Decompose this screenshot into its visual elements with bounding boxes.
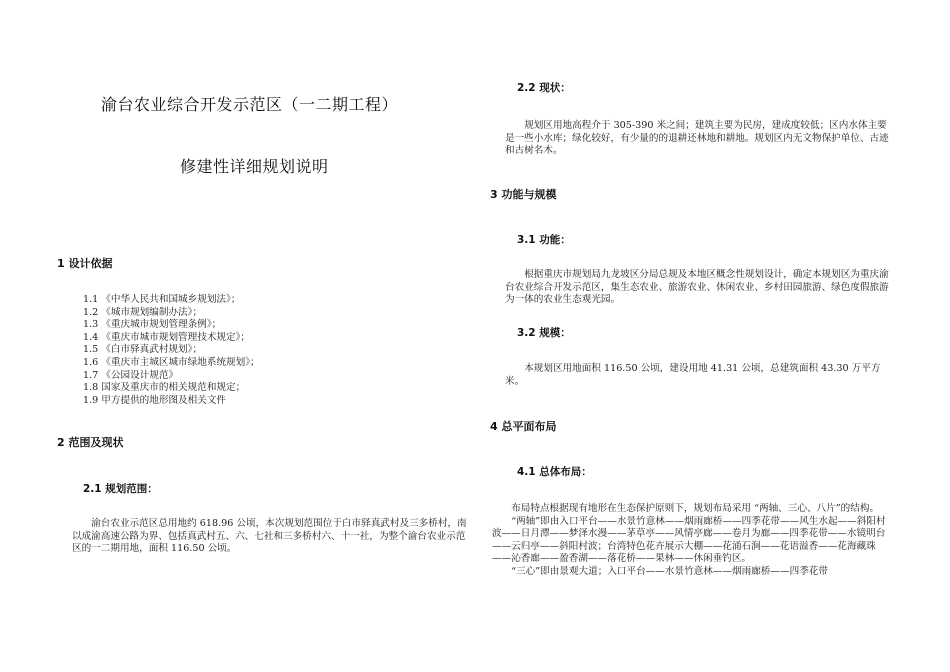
reference-list [83, 294, 260, 407]
list-item: 1.6 《重庆市主城区城市绿地系统规划》； [83, 356, 260, 368]
section-2-heading: 2 范围及现状 [57, 436, 124, 449]
section-4-1-heading: 4.1 总体布局： [517, 466, 592, 478]
paragraph-text: 渝台农业示范区总用地约 618.96 公顷，本次规划范围位于白市驿真武村及三多桥村，南以成渝高速公路为界、包括真武村五、六、七社和三多桥村六、十一社，为整个渝台农业示范区的一二期用地，面积 116.50 公顷。 [72, 518, 467, 555]
paragraph-text: “三心”即由景观大道；入口平台——水景竹意林——烟雨廊桥——四季花带 [511, 565, 828, 577]
list-item: 1.1 《中华人民共和国城乡规划法》； [83, 294, 241, 305]
section-2-1-paragraph [72, 518, 467, 556]
section-4-heading: 4 总平面布局 [490, 420, 557, 433]
document-subtitle: 修建性详细规划说明 [180, 157, 329, 176]
section-2-2-paragraph [505, 120, 893, 158]
section-2-1-heading: 2.1 规划范围： [83, 483, 158, 495]
section-3-heading: 3 功能与规模 [490, 188, 557, 201]
section-4-1-paragraphs [492, 503, 893, 579]
paragraph-text: 布局特点根据现有地形在生态保护原则下，规划布局采用 “两轴、三心、八片”的结构。 [511, 503, 880, 514]
section-2-2-heading: 2.2 现状： [517, 82, 571, 94]
list-item: 1.7 《公园设计规范》 [83, 369, 179, 381]
paragraph-text: “两轴”即由入口平台——水景竹意林——烟雨廊桥——四季花带——风生水起——斜阳村波——日月潭——梦泽水漫——茅草亭——风情亭廊——卷月为廊——四季花带——水镜明台——云归亭——斜阳村波；台湾特色花卉展示大棚——花涌石涧——花语溢香——花海藏珠——沁香廊——盈香湖——落花桥——果林——休闲垂钓区。 [492, 515, 886, 565]
list-item: 1.3 《重庆城市规划管理条例》； [83, 319, 222, 331]
list-item: 1.5 《白市驿真武村规划》； [83, 344, 203, 356]
list-item: 1.9 甲方提供的地形图及相关文件 [83, 394, 227, 406]
document-title: 渝台农业综合开发示范区（一二期工程） [101, 95, 399, 114]
paragraph-text: 本规划区用地面积 116.50 公顷，建设用地 41.31 公顷，总建筑面积 43.30 万平方米。 [505, 363, 881, 387]
section-3-2-heading: 3.2 规模： [517, 327, 571, 339]
paragraph-text: 根据重庆市规划局九龙坡区分局总规及本地区概念性规划设计，确定本规划区为重庆渝台农业综合开发示范区，集生态农业、旅游农业、休闲农业、乡村田园旅游、绿色度假旅游为一体的农业生态观光园。 [505, 269, 889, 306]
list-item: 1.8 国家及重庆市的相关规范和规定； [83, 382, 246, 394]
list-item: 1.4 《重庆市城市规划管理技术规定》； [83, 331, 251, 343]
section-1-heading: 1 设计依据 [57, 257, 113, 270]
section-3-1-paragraph [505, 269, 893, 307]
list-item: 1.2 《城市规划编制办法》； [83, 306, 203, 318]
section-3-1-heading: 3.1 功能： [517, 234, 571, 246]
paragraph-text: 规划区用地高程介于 305-390 米之间；建筑主要为民房，建成度较低；区内水体主要是一些小水库；绿化较好，有少量的的退耕还林地和耕地。规划区内无文物保护单位、古迹和古树名木。 [505, 120, 889, 157]
section-3-2-paragraph [505, 363, 893, 388]
